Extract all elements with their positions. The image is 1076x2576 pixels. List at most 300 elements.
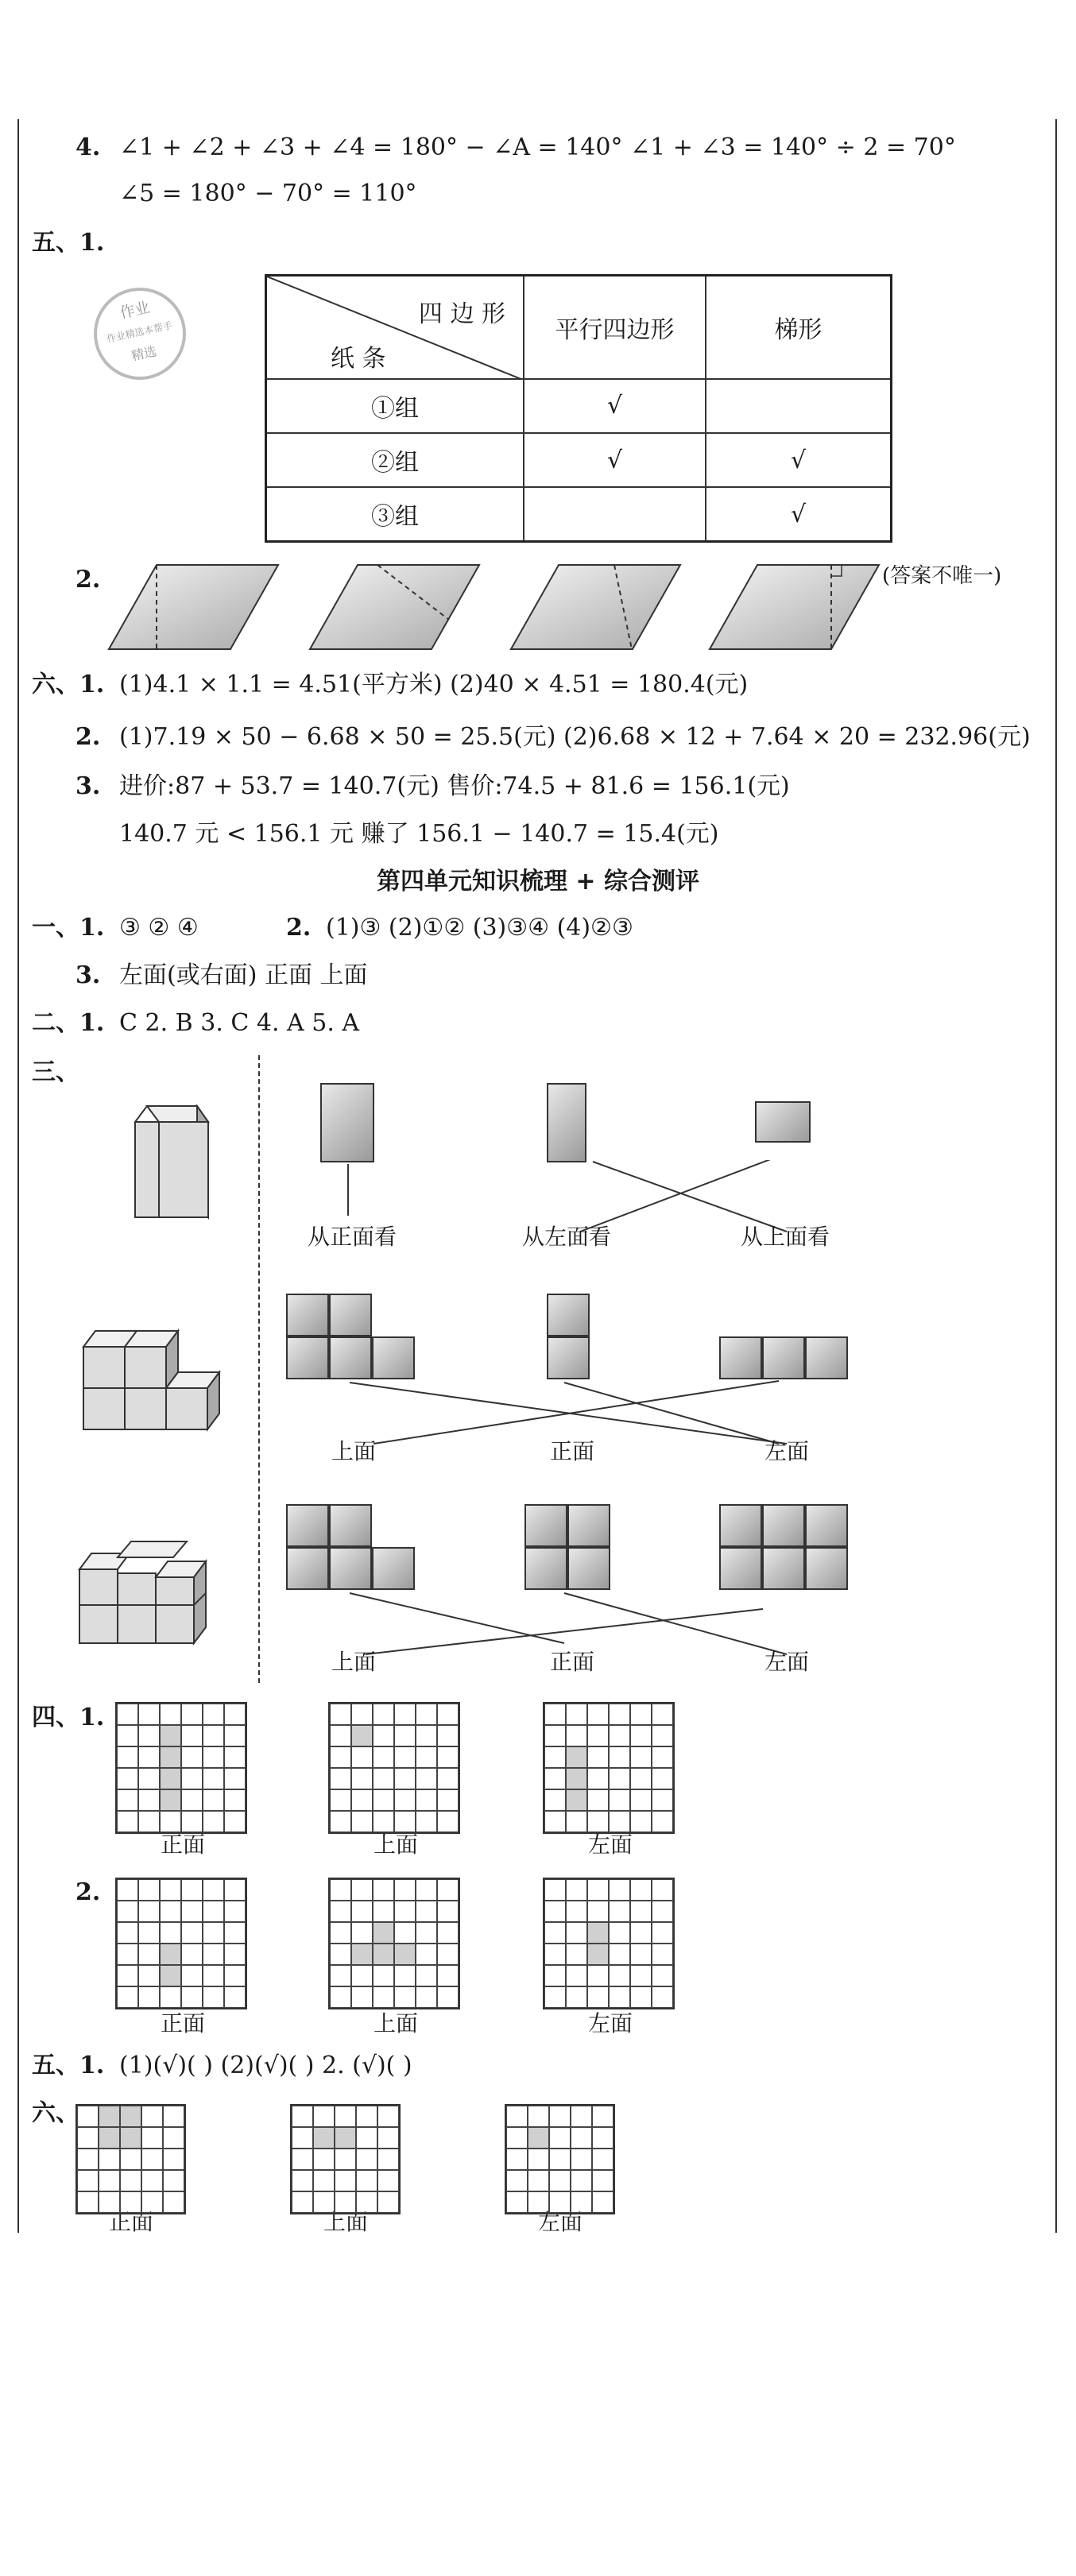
- grid-cell: [571, 2106, 592, 2127]
- grid-cell: [224, 1944, 246, 1965]
- grid-cell: [652, 1986, 673, 2008]
- grid-cell: [377, 2127, 399, 2149]
- grid-cell: [203, 1704, 224, 1725]
- answer-note: (答案不唯一): [882, 564, 1002, 588]
- grid-cell: [571, 2127, 592, 2149]
- grid-cell: [138, 1986, 160, 2008]
- section-label: 五、1.: [32, 229, 105, 257]
- grid-cell: [138, 1965, 160, 1986]
- question-number: 2.: [75, 723, 101, 751]
- grid-cell: [224, 1901, 246, 1922]
- grid-cell: [160, 1811, 181, 1832]
- grid-cell: [587, 1789, 609, 1811]
- grid-cell: [224, 1811, 246, 1832]
- grid-cell: [571, 2149, 592, 2170]
- check-cell: √: [706, 433, 892, 487]
- grid-cell: [224, 1746, 246, 1768]
- grid-cell: [373, 1901, 394, 1922]
- grid-cell: [356, 2106, 377, 2127]
- grid-cell: [99, 2127, 120, 2149]
- grid-cell: [224, 1704, 246, 1725]
- view-grid-cell: [719, 1504, 762, 1547]
- question-number: 3.: [75, 772, 101, 800]
- view-grid-cell: [719, 1547, 762, 1590]
- grid-cell: [117, 1922, 138, 1944]
- view-grid-cell: [286, 1336, 329, 1379]
- grid-cell: [181, 1789, 203, 1811]
- grid-cell: [181, 1879, 203, 1901]
- grid-cell: [544, 1879, 566, 1901]
- grid-cell: [609, 1879, 630, 1901]
- grid-cell: [330, 1704, 351, 1725]
- grid-cell: [335, 2191, 356, 2213]
- grid-cell: [544, 1944, 566, 1965]
- question-number: 2.: [75, 1878, 101, 1906]
- grid-cell: [138, 1789, 160, 1811]
- grid-cell: [330, 1768, 351, 1789]
- grid-cell: [120, 2149, 141, 2170]
- grid-cell: [160, 1746, 181, 1768]
- grid-cell: [566, 1965, 587, 1986]
- grid-cell: [203, 1746, 224, 1768]
- grid-cell: [117, 1879, 138, 1901]
- grid-cell: [544, 1922, 566, 1944]
- grid-cell: [181, 1746, 203, 1768]
- grid-cell: [630, 1922, 652, 1944]
- grid-cell: [373, 1944, 394, 1965]
- view-grid-cell: [805, 1504, 848, 1547]
- price-calc: 进价:87 + 53.7 = 140.7(元) 售价:74.5 + 81.6 = 156.1(元): [119, 772, 790, 800]
- grid-cell: [120, 2170, 141, 2191]
- grid-cell: [566, 1944, 587, 1965]
- section-label: 二、1.: [32, 1009, 105, 1037]
- grid-cell: [652, 1704, 673, 1725]
- corner-header-top: 四 边 形: [418, 300, 505, 328]
- grid-cell: [120, 2106, 141, 2127]
- grid-cell: [394, 1746, 416, 1768]
- caption-left: 左面: [764, 1438, 809, 1464]
- area-calc: (1)4.1 × 1.1 = 4.51(平方米) (2)40 × 4.51 = 180.4(元): [119, 671, 749, 698]
- grid-cell: [609, 1901, 630, 1922]
- grid-cell: [609, 1768, 630, 1789]
- grid-cell: [587, 1944, 609, 1965]
- grid-cell: [630, 1944, 652, 1965]
- view-grid-cell: [524, 1504, 567, 1547]
- grid-cell: [117, 1746, 138, 1768]
- answer-grid: [543, 1878, 675, 2009]
- answer-grid: [543, 1702, 675, 1834]
- caption-left: 左面: [587, 2010, 633, 2036]
- grid-cell: [394, 1965, 416, 1986]
- grid-cell: [160, 1944, 181, 1965]
- grid-cell: [437, 1746, 459, 1768]
- view-grid-cell: [805, 1336, 848, 1379]
- grid-cell: [630, 1725, 652, 1746]
- grid-cell: [377, 2191, 399, 2213]
- grid-cell: [544, 1965, 566, 1986]
- grid-cell: [652, 1811, 673, 1832]
- left-margin-rule: [17, 119, 19, 2233]
- answer-grid: [115, 1702, 247, 1834]
- grid-cell: [181, 1944, 203, 1965]
- grid-cell: [313, 2149, 335, 2170]
- grid-cell: [117, 1944, 138, 1965]
- grid-cell: [120, 2127, 141, 2149]
- grid-cell: [141, 2127, 163, 2149]
- grid-cell: [416, 1944, 437, 1965]
- row-label: ③组: [266, 487, 524, 541]
- caption-left: 左面: [587, 1831, 633, 1858]
- unit-title: 第四单元知识梳理 + 综合测评: [376, 868, 700, 895]
- grid-cell: [330, 1986, 351, 2008]
- question-number: 2.: [286, 914, 312, 942]
- grid-cell: [224, 1965, 246, 1986]
- view-grid-cell: [329, 1294, 372, 1336]
- grid-cell: [330, 1965, 351, 1986]
- grid-cell: [416, 1922, 437, 1944]
- grid-cell: [652, 1901, 673, 1922]
- grid-cell: [630, 1768, 652, 1789]
- grid-cell: [506, 2170, 528, 2191]
- grid-cell: [224, 1986, 246, 2008]
- grid-cell: [351, 1725, 373, 1746]
- grid-cell: [138, 1879, 160, 1901]
- answers: 左面(或右面) 正面 上面: [119, 961, 368, 989]
- grid-cell: [609, 1922, 630, 1944]
- grid-cell: [566, 1986, 587, 2008]
- caption-front: 从正面看: [307, 1224, 397, 1250]
- grid-cell: [356, 2170, 377, 2191]
- row-label: ①组: [266, 379, 524, 433]
- grid-cell: [335, 2170, 356, 2191]
- grid-cell: [373, 1965, 394, 1986]
- grid-cell: [351, 1901, 373, 1922]
- grid-cell: [437, 1922, 459, 1944]
- answer-grid: [290, 2104, 401, 2214]
- grid-cell: [544, 1768, 566, 1789]
- grid-cell: [587, 1965, 609, 1986]
- grid-cell: [437, 1704, 459, 1725]
- check-cell: [706, 379, 892, 433]
- shape-classification-table: [265, 274, 892, 543]
- grid-cell: [437, 1879, 459, 1901]
- grid-cell: [544, 1746, 566, 1768]
- section-label: 一、1.: [32, 914, 105, 942]
- grid-cell: [652, 1789, 673, 1811]
- grid-cell: [566, 1789, 587, 1811]
- grid-cell: [163, 2106, 184, 2127]
- grid-cell: [351, 1746, 373, 1768]
- grid-cell: [587, 1704, 609, 1725]
- view-grid-cell: [762, 1504, 805, 1547]
- answers: ③ ② ④: [119, 914, 199, 942]
- divider-dashed: [258, 1055, 260, 1683]
- grid-cell: [416, 1725, 437, 1746]
- grid-cell: [416, 1811, 437, 1832]
- grid-cell: [394, 1944, 416, 1965]
- cube-stack-solid: [79, 1319, 238, 1438]
- grid-cell: [506, 2149, 528, 2170]
- parallelogram-1: [109, 565, 278, 649]
- grid-cell: [117, 1965, 138, 1986]
- grid-cell: [566, 1811, 587, 1832]
- grid-cell: [160, 1704, 181, 1725]
- caption-top: 上面: [331, 1649, 376, 1675]
- grid-cell: [609, 1746, 630, 1768]
- grid-cell: [587, 1879, 609, 1901]
- grid-cell: [630, 1879, 652, 1901]
- grid-cell: [609, 1811, 630, 1832]
- grid-cell: [160, 1901, 181, 1922]
- grid-cell: [292, 2149, 313, 2170]
- grid-cell: [566, 1901, 587, 1922]
- grid-cell: [203, 1725, 224, 1746]
- grid-cell: [351, 1768, 373, 1789]
- view-grid-cell: [329, 1336, 372, 1379]
- caption-top: 上面: [373, 1831, 418, 1858]
- grid-cell: [356, 2191, 377, 2213]
- view-grid-cell: [286, 1547, 329, 1590]
- grid-cell: [416, 1746, 437, 1768]
- grid-cell: [163, 2149, 184, 2170]
- grid-cell: [138, 1768, 160, 1789]
- grid-cell: [351, 1965, 373, 1986]
- grid-cell: [356, 2127, 377, 2149]
- grid-cell: [652, 1922, 673, 1944]
- table-corner-cell: [266, 276, 524, 379]
- grid-cell: [544, 1901, 566, 1922]
- grid-cell: [224, 1922, 246, 1944]
- grid-cell: [652, 1746, 673, 1768]
- grid-cell: [181, 1901, 203, 1922]
- section-label: 六、1.: [32, 671, 105, 698]
- view-grid-cell: [286, 1504, 329, 1547]
- grid-cell: [394, 1789, 416, 1811]
- section-label: 五、1.: [32, 2052, 105, 2079]
- grid-cell: [356, 2149, 377, 2170]
- grid-cell: [330, 1944, 351, 1965]
- grid-cell: [181, 1922, 203, 1944]
- grid-cell: [528, 2127, 549, 2149]
- caption-front: 正面: [549, 1438, 594, 1464]
- grid-cell: [160, 1986, 181, 2008]
- grid-cell: [138, 1725, 160, 1746]
- view-grid-cell: [567, 1547, 610, 1590]
- cost-calc: (1)7.19 × 50 − 6.68 × 50 = 25.5(元) (2)6.68 × 12 + 7.64 × 20 = 232.96(元): [119, 723, 1031, 751]
- view-grid-cell: [524, 1547, 567, 1590]
- grid-cell: [544, 1704, 566, 1725]
- grid-cell: [373, 1922, 394, 1944]
- grid-cell: [587, 1811, 609, 1832]
- grid-cell: [416, 1986, 437, 2008]
- parallelogram-4: [710, 565, 879, 649]
- grid-cell: [394, 1986, 416, 2008]
- grid-cell: [138, 1901, 160, 1922]
- grid-cell: [330, 1725, 351, 1746]
- grid-cell: [313, 2191, 335, 2213]
- grid-cell: [416, 1704, 437, 1725]
- check-cell: √: [706, 487, 892, 541]
- answer-grid: [328, 1702, 460, 1834]
- grid-cell: [592, 2127, 613, 2149]
- grid-cell: [313, 2127, 335, 2149]
- grid-cell: [138, 1746, 160, 1768]
- grid-cell: [549, 2191, 571, 2213]
- grid-cell: [117, 1901, 138, 1922]
- grid-cell: [313, 2106, 335, 2127]
- grid-cell: [544, 1811, 566, 1832]
- cuboid-solid: [127, 1104, 215, 1224]
- grid-cell: [351, 1704, 373, 1725]
- grid-cell: [609, 1986, 630, 2008]
- grid-cell: [351, 1986, 373, 2008]
- grid-cell: [566, 1922, 587, 1944]
- grid-cell: [77, 2106, 99, 2127]
- profit-calc: 140.7 元 < 156.1 元 赚了 156.1 − 140.7 = 15.4(元): [119, 820, 719, 848]
- grid-cell: [630, 1901, 652, 1922]
- grid-cell: [163, 2127, 184, 2149]
- grid-cell: [630, 1965, 652, 1986]
- check-cell: [524, 487, 706, 541]
- corner-header-bottom: 纸 条: [331, 345, 386, 373]
- grid-cell: [330, 1789, 351, 1811]
- grid-cell: [373, 1986, 394, 2008]
- grid-cell: [373, 1725, 394, 1746]
- grid-cell: [203, 1901, 224, 1922]
- answer-grid: [75, 2104, 186, 2214]
- grid-cell: [77, 2191, 99, 2213]
- grid-cell: [141, 2191, 163, 2213]
- answer-grid: [115, 1878, 247, 2009]
- grid-cell: [138, 1811, 160, 1832]
- grid-cell: [592, 2191, 613, 2213]
- view-grid-cell: [719, 1336, 762, 1379]
- grid-cell: [160, 1725, 181, 1746]
- grid-cell: [587, 1746, 609, 1768]
- grid-cell: [549, 2149, 571, 2170]
- grid-cell: [587, 1986, 609, 2008]
- grid-cell: [351, 1811, 373, 1832]
- grid-cell: [394, 1879, 416, 1901]
- grid-cell: [437, 1768, 459, 1789]
- grid-cell: [313, 2170, 335, 2191]
- grid-cell: [630, 1811, 652, 1832]
- caption-left: 从左面看: [521, 1224, 611, 1250]
- section-label: 六、: [32, 2099, 79, 2127]
- grid-cell: [609, 1965, 630, 1986]
- grid-cell: [630, 1789, 652, 1811]
- grid-cell: [224, 1725, 246, 1746]
- grid-cell: [330, 1901, 351, 1922]
- grid-cell: [416, 1789, 437, 1811]
- grid-cell: [203, 1789, 224, 1811]
- grid-cell: [528, 2149, 549, 2170]
- column-header: 平行四边形: [524, 276, 706, 379]
- grid-cell: [571, 2191, 592, 2213]
- section-label: 四、1.: [32, 1704, 105, 1731]
- grid-cell: [181, 1986, 203, 2008]
- grid-cell: [373, 1789, 394, 1811]
- grid-cell: [630, 1704, 652, 1725]
- grid-cell: [506, 2106, 528, 2127]
- grid-cell: [544, 1725, 566, 1746]
- grid-cell: [224, 1789, 246, 1811]
- grid-cell: [160, 1789, 181, 1811]
- grid-cell: [292, 2191, 313, 2213]
- grid-cell: [437, 1789, 459, 1811]
- angle-equation-2: ∠5 = 180° − 70° = 110°: [119, 180, 417, 207]
- grid-cell: [528, 2106, 549, 2127]
- grid-cell: [99, 2149, 120, 2170]
- grid-cell: [377, 2106, 399, 2127]
- grid-cell: [373, 1704, 394, 1725]
- grid-cell: [549, 2106, 571, 2127]
- grid-cell: [117, 1768, 138, 1789]
- grid-cell: [181, 1725, 203, 1746]
- caption-left: 左面: [537, 2209, 583, 2235]
- grid-cell: [416, 1879, 437, 1901]
- grid-cell: [117, 1986, 138, 2008]
- grid-cell: [506, 2191, 528, 2213]
- grid-cell: [292, 2170, 313, 2191]
- grid-cell: [592, 2149, 613, 2170]
- grid-cell: [528, 2170, 549, 2191]
- grid-cell: [181, 1811, 203, 1832]
- grid-cell: [120, 2191, 141, 2213]
- grid-cell: [117, 1811, 138, 1832]
- grid-cell: [181, 1704, 203, 1725]
- caption-top: 上面: [323, 2209, 368, 2235]
- stamp-text: 作业精选本帮手: [106, 319, 174, 345]
- grid-cell: [330, 1879, 351, 1901]
- top-view-rect: [755, 1101, 811, 1143]
- grid-cell: [141, 2170, 163, 2191]
- grid-cell: [335, 2149, 356, 2170]
- grid-cell: [160, 1922, 181, 1944]
- grid-cell: [652, 1725, 673, 1746]
- view-grid-cell: [286, 1294, 329, 1336]
- grid-cell: [416, 1965, 437, 1986]
- angle-equation-1: ∠1 + ∠2 + ∠3 + ∠4 = 180° − ∠A = 140° ∠1 + ∠3 = 140° ÷ 2 = 70°: [119, 133, 956, 161]
- row-label: ②组: [266, 433, 524, 487]
- grid-cell: [571, 2170, 592, 2191]
- grid-cell: [203, 1922, 224, 1944]
- grid-cell: [351, 1944, 373, 1965]
- grid-cell: [609, 1725, 630, 1746]
- grid-cell: [630, 1746, 652, 1768]
- grid-cell: [587, 1725, 609, 1746]
- grid-cell: [163, 2170, 184, 2191]
- grid-cell: [587, 1922, 609, 1944]
- grid-cell: [377, 2149, 399, 2170]
- grid-cell: [203, 1986, 224, 2008]
- grid-cell: [373, 1768, 394, 1789]
- grid-cell: [138, 1944, 160, 1965]
- question-number: 4.: [75, 133, 101, 161]
- answers: C 2. B 3. C 4. A 5. A: [119, 1009, 360, 1037]
- grid-cell: [77, 2170, 99, 2191]
- caption-left: 左面: [764, 1649, 809, 1675]
- grid-cell: [117, 1704, 138, 1725]
- grid-cell: [549, 2127, 571, 2149]
- grid-cell: [437, 1725, 459, 1746]
- grid-cell: [609, 1944, 630, 1965]
- grid-cell: [351, 1879, 373, 1901]
- caption-front: 正面: [160, 2010, 205, 2036]
- caption-top: 从上面看: [740, 1224, 830, 1250]
- grid-cell: [163, 2191, 184, 2213]
- grid-cell: [77, 2149, 99, 2170]
